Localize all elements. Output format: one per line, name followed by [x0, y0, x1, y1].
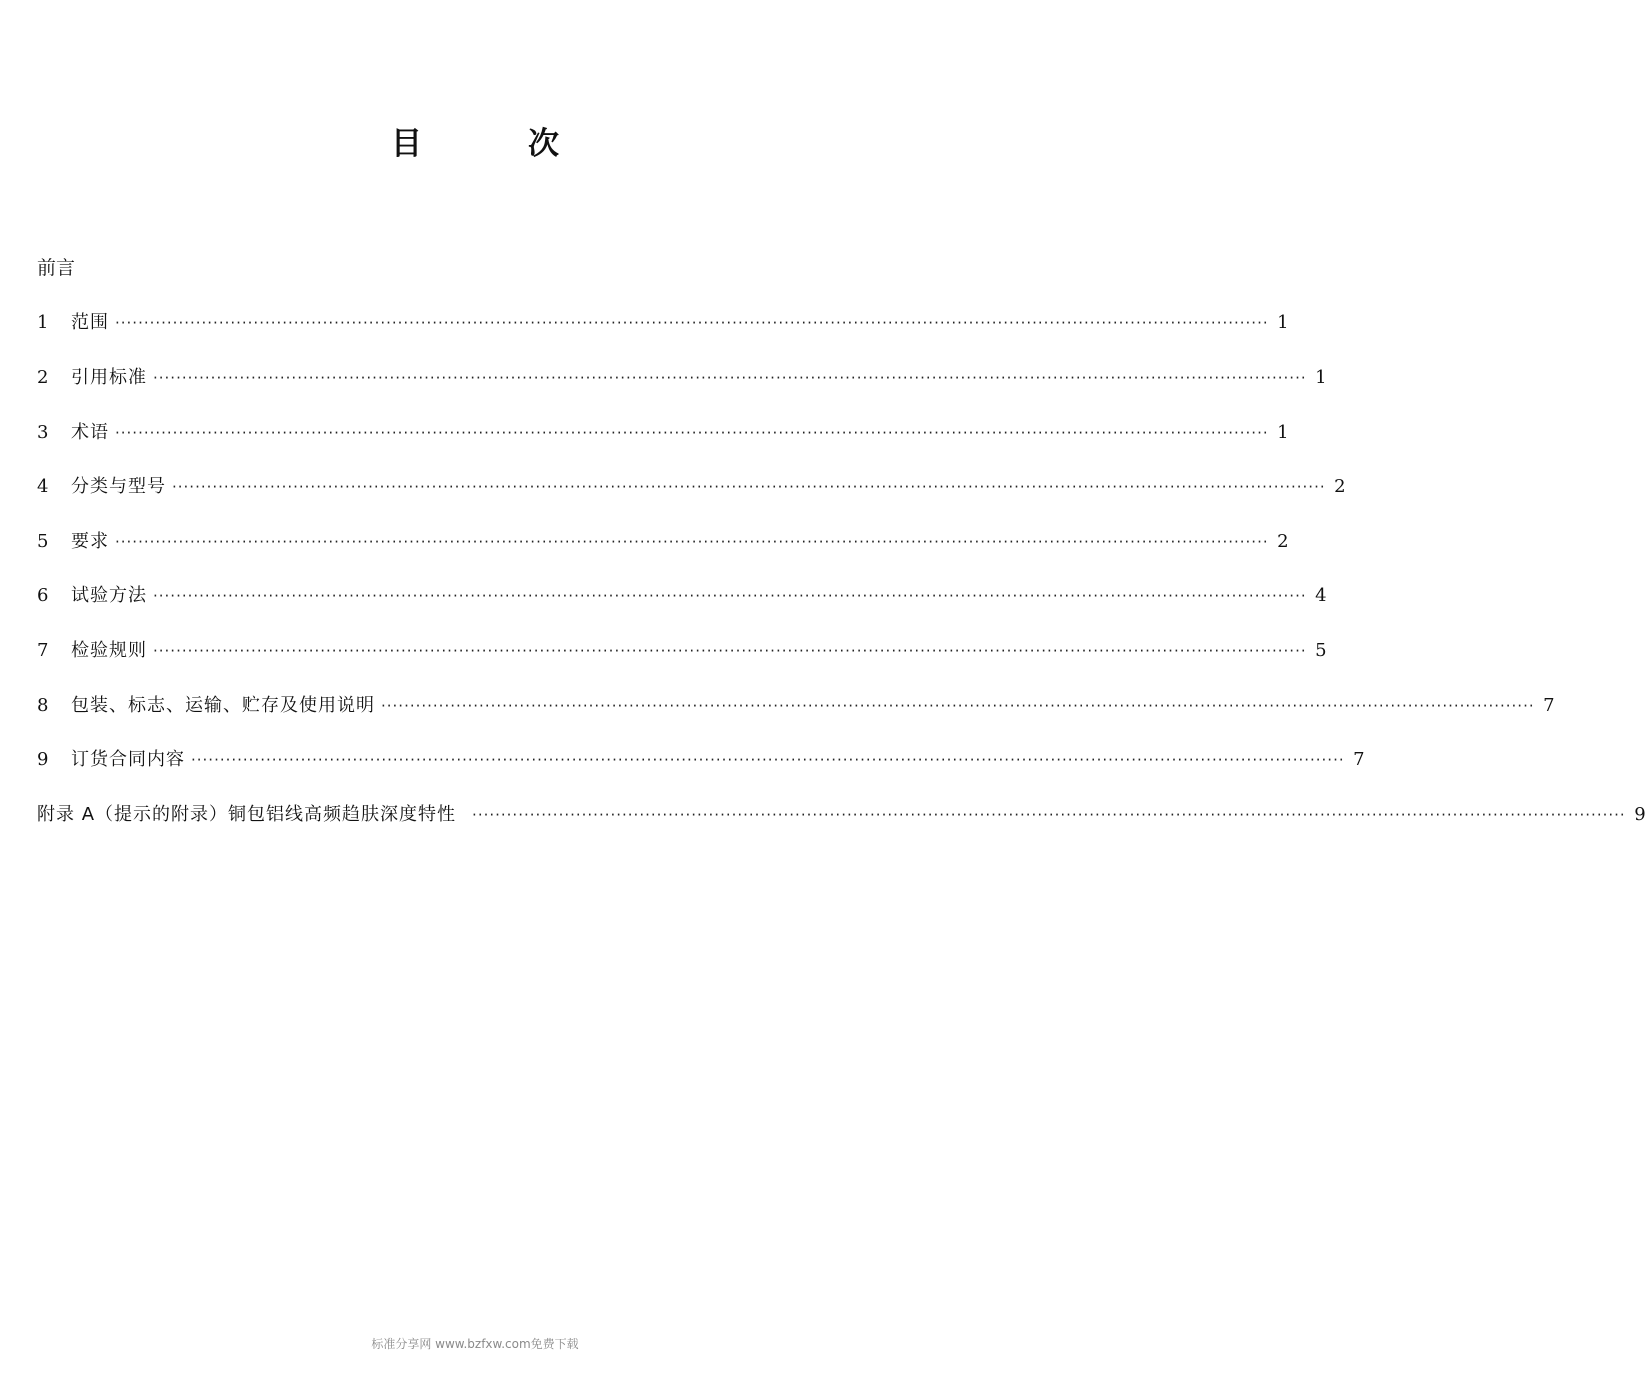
leader-dots: ········································································································································································································	[115, 314, 1269, 332]
leader-dots: ········································································································································································································	[115, 533, 1269, 551]
leader-dots: ········································································································································································································	[172, 478, 1326, 496]
toc-entry-label: 引用标准	[71, 367, 147, 388]
leader-dots: ········································································································································································································	[191, 751, 1345, 769]
toc-entry-number: 1	[37, 312, 49, 333]
title-char-2: 次	[528, 126, 559, 162]
toc-entry	[37, 745, 1365, 771]
toc-entry-number: 8	[37, 695, 49, 716]
toc-entry	[37, 581, 1327, 607]
toc-preface: 前言	[37, 257, 76, 279]
toc-entry-appendix	[37, 800, 1646, 826]
toc-entry	[37, 472, 1346, 498]
toc-entry-page: 1	[1277, 422, 1289, 443]
toc-entry-label: 分类与型号	[71, 476, 166, 497]
toc-entry-label: 术语	[71, 422, 109, 443]
toc-entry	[37, 418, 1289, 444]
leader-dots: ········································································································································································································	[153, 642, 1307, 660]
toc-entry-number: 6	[37, 585, 49, 606]
toc-entry	[37, 691, 1555, 717]
toc-entry-label: 附录 A（提示的附录）铜包铝线高频趋肤深度特性	[37, 804, 457, 825]
toc-entry-label: 范围	[71, 312, 109, 333]
toc-entry-page: 5	[1315, 640, 1327, 661]
toc-entry-number: 3	[37, 422, 49, 443]
toc-entry-label: 检验规则	[71, 640, 147, 661]
toc-entry	[37, 308, 1289, 334]
toc-entry-page: 2	[1277, 531, 1289, 552]
toc-entry-label: 试验方法	[71, 585, 147, 606]
toc-entry-number: 5	[37, 531, 49, 552]
toc-entry-page: 7	[1353, 749, 1365, 770]
toc-entry-number: 9	[37, 749, 49, 770]
title-char-1: 目	[391, 126, 422, 162]
toc-entry-page: 1	[1277, 312, 1289, 333]
leader-dots: ········································································································································································································	[472, 806, 1626, 824]
leader-dots: ········································································································································································································	[115, 424, 1269, 442]
toc-entry-number: 4	[37, 476, 49, 497]
toc-entry-page: 1	[1315, 367, 1327, 388]
toc-entry-page: 4	[1315, 585, 1327, 606]
toc-entry-label: 要求	[71, 531, 109, 552]
toc-entry-page: 9	[1634, 804, 1646, 825]
toc-entry-page: 2	[1334, 476, 1346, 497]
toc-entry-page: 7	[1543, 695, 1555, 716]
toc-entry	[37, 363, 1327, 389]
toc-entry	[37, 636, 1327, 662]
toc-entry	[37, 527, 1289, 553]
page-title	[0, 118, 950, 163]
leader-dots: ········································································································································································································	[381, 697, 1535, 715]
leader-dots: ········································································································································································································	[153, 587, 1307, 605]
toc-entry-number: 2	[37, 367, 49, 388]
toc-entry-label: 订货合同内容	[71, 749, 185, 770]
toc-entry-label: 包装、标志、运输、贮存及使用说明	[71, 695, 375, 716]
leader-dots: ········································································································································································································	[153, 369, 1307, 387]
toc-entry-number: 7	[37, 640, 49, 661]
watermark-footer: 标准分享网 www.bzfxw.com免费下载	[371, 1337, 579, 1351]
